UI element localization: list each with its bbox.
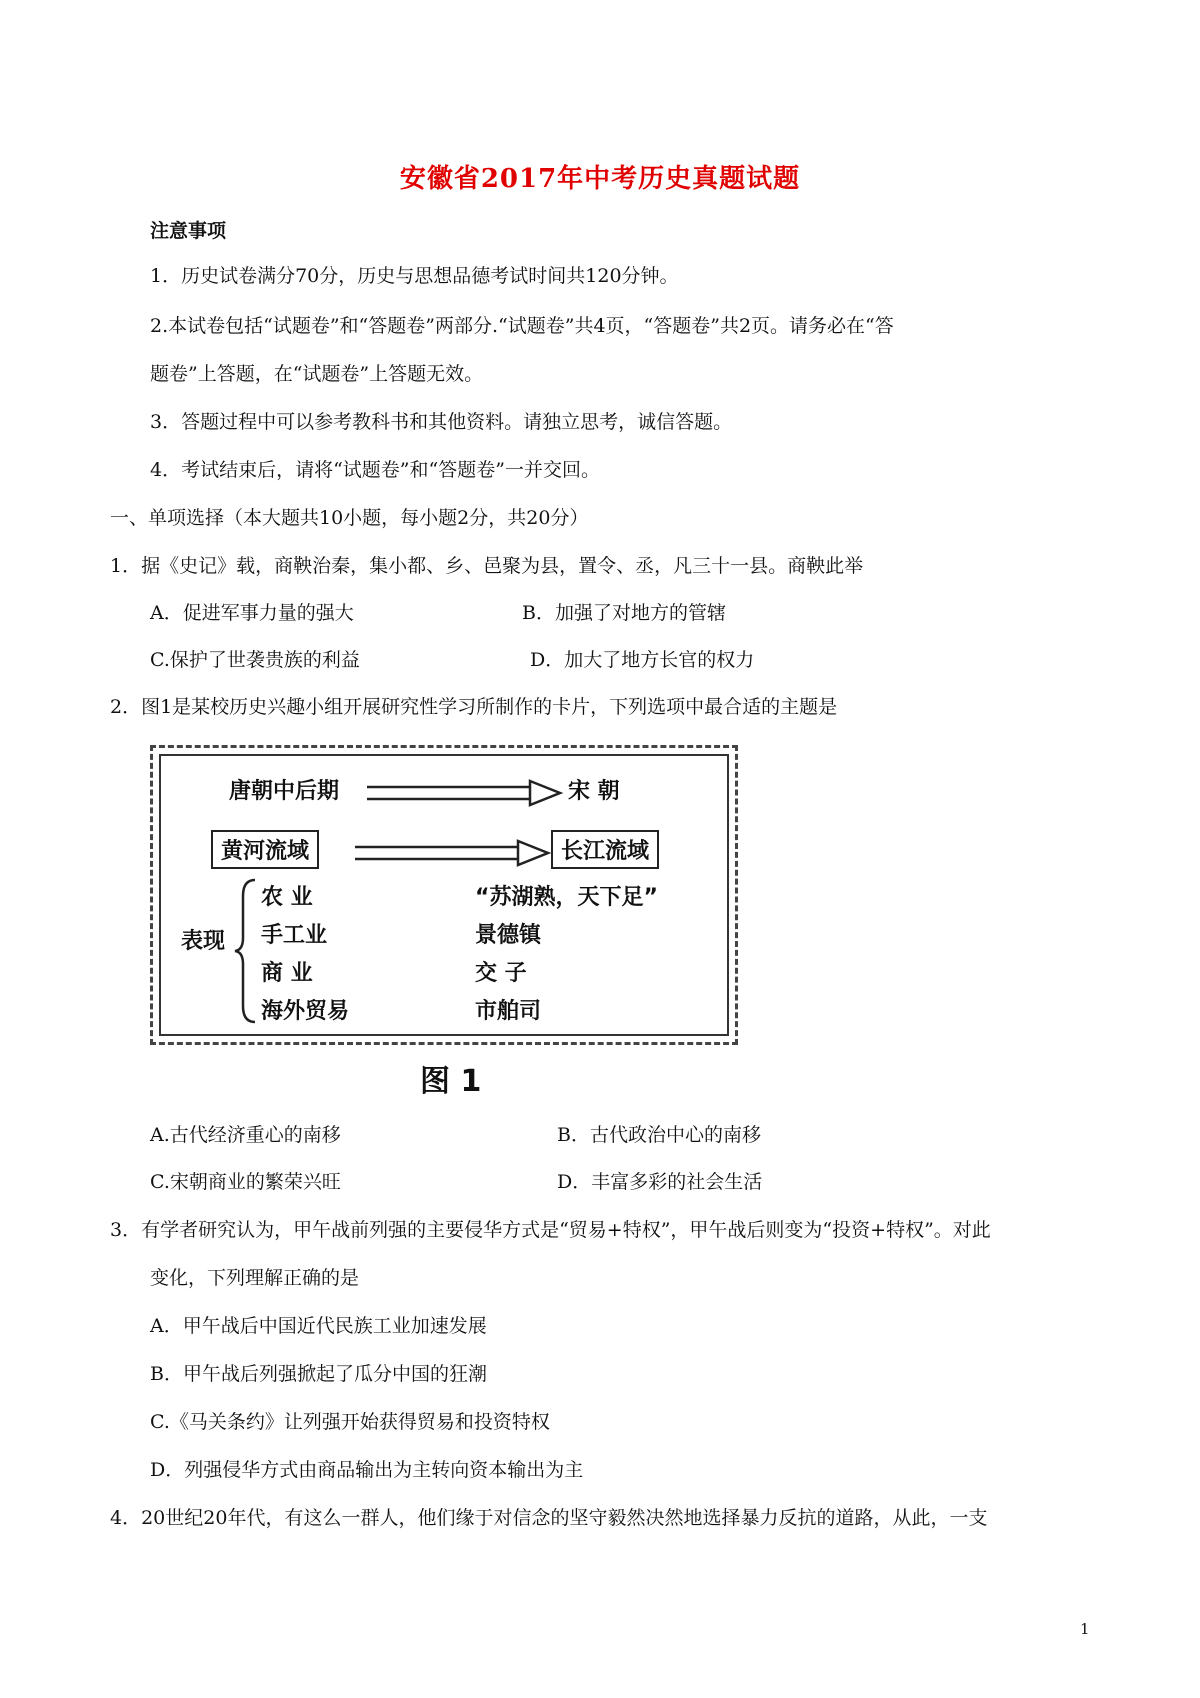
notice-item-2-cont: 题卷”上答题，在“试题卷”上答题无效。 <box>150 363 484 385</box>
aspect-commerce: 商 业 <box>261 961 313 986</box>
evidence-overseas-trade: 市舶司 <box>475 999 542 1024</box>
question-1-option-c: C.保护了世袭贵族的利益 <box>150 649 360 671</box>
evidence-commerce: 交 子 <box>475 961 527 986</box>
notice-item-4: 4．考试结束后，请将“试题卷”和“答题卷”一并交回。 <box>150 459 600 481</box>
arrow-right-icon <box>365 778 565 808</box>
question-2-stem: 2．图1是某校历史兴趣小组开展研究性学习所制作的卡片，下列选项中最合适的主题是 <box>110 696 838 718</box>
notice-item-2: 2.本试卷包括“试题卷”和“答题卷”两部分.“试题卷”共4页，“答题卷”共2页。请务必在“答 <box>150 315 894 337</box>
page-number: 1 <box>1080 1620 1090 1638</box>
question-3-stem: 3．有学者研究认为，甲午战前列强的主要侵华方式是“贸易+特权”，甲午战后则变为“投资+特权”。对此 <box>110 1219 991 1241</box>
notice-heading: 注意事项 <box>150 220 227 242</box>
question-3-option-b: B．甲午战后列强掀起了瓜分中国的狂潮 <box>150 1363 487 1385</box>
question-1-stem: 1．据《史记》载，商鞅治秦，集小都、乡、邑聚为县，置令、丞，凡三十一县。商鞅此举 <box>110 555 864 577</box>
question-3-option-d: D．列强侵华方式由商品输出为主转向资本输出为主 <box>150 1459 584 1481</box>
evidence-handicraft: 景德镇 <box>475 923 542 948</box>
question-1-option-a: A．促进军事力量的强大 <box>150 602 354 624</box>
region-from: 黄河流域 <box>211 830 319 869</box>
figure-1-caption: 图 1 <box>420 1064 482 1099</box>
aspect-handicraft: 手工业 <box>261 923 328 948</box>
question-1-option-b: B．加强了对地方的管辖 <box>522 602 726 624</box>
section-heading: 一、单项选择（本大题共10小题，每小题2分，共20分） <box>110 507 589 529</box>
question-2-option-a: A.古代经济重心的南移 <box>150 1124 341 1146</box>
question-2-option-d: D．丰富多彩的社会生活 <box>557 1171 763 1193</box>
expression-label: 表现 <box>181 929 226 954</box>
question-1-option-d: D．加大了地方长官的权力 <box>530 649 755 671</box>
notice-item-1: 1．历史试卷满分70分，历史与思想品德考试时间共120分钟。 <box>150 265 679 287</box>
arrow-right-icon <box>353 838 553 868</box>
region-to: 长江流域 <box>551 830 659 869</box>
question-2-option-b: B．古代政治中心的南移 <box>557 1124 761 1146</box>
question-3-option-a: A．甲午战后中国近代民族工业加速发展 <box>150 1315 487 1337</box>
evidence-agriculture: “苏湖熟，天下足” <box>475 885 658 910</box>
aspect-agriculture: 农 业 <box>261 885 313 910</box>
period-to: 宋 朝 <box>568 779 620 804</box>
question-2-option-c: C.宋朝商业的繁荣兴旺 <box>150 1171 341 1193</box>
notice-item-3: 3．答题过程中可以参考教科书和其他资料。请独立思考，诚信答题。 <box>150 411 733 433</box>
aspect-overseas-trade: 海外贸易 <box>261 999 350 1024</box>
question-3-option-c: C.《马关条约》让列强开始获得贸易和投资特权 <box>150 1411 550 1433</box>
question-3-stem-cont: 变化，下列理解正确的是 <box>150 1267 360 1289</box>
question-4-stem: 4．20世纪20年代，有这么一群人，他们缘于对信念的坚守毅然决然地选择暴力反抗的道路，从此，一支 <box>110 1507 988 1529</box>
page-title: 安徽省2017年中考历史真题试题 <box>399 164 801 194</box>
figure-1-card <box>150 745 738 1045</box>
brace-icon <box>233 876 259 1026</box>
period-from: 唐朝中后期 <box>229 779 340 804</box>
